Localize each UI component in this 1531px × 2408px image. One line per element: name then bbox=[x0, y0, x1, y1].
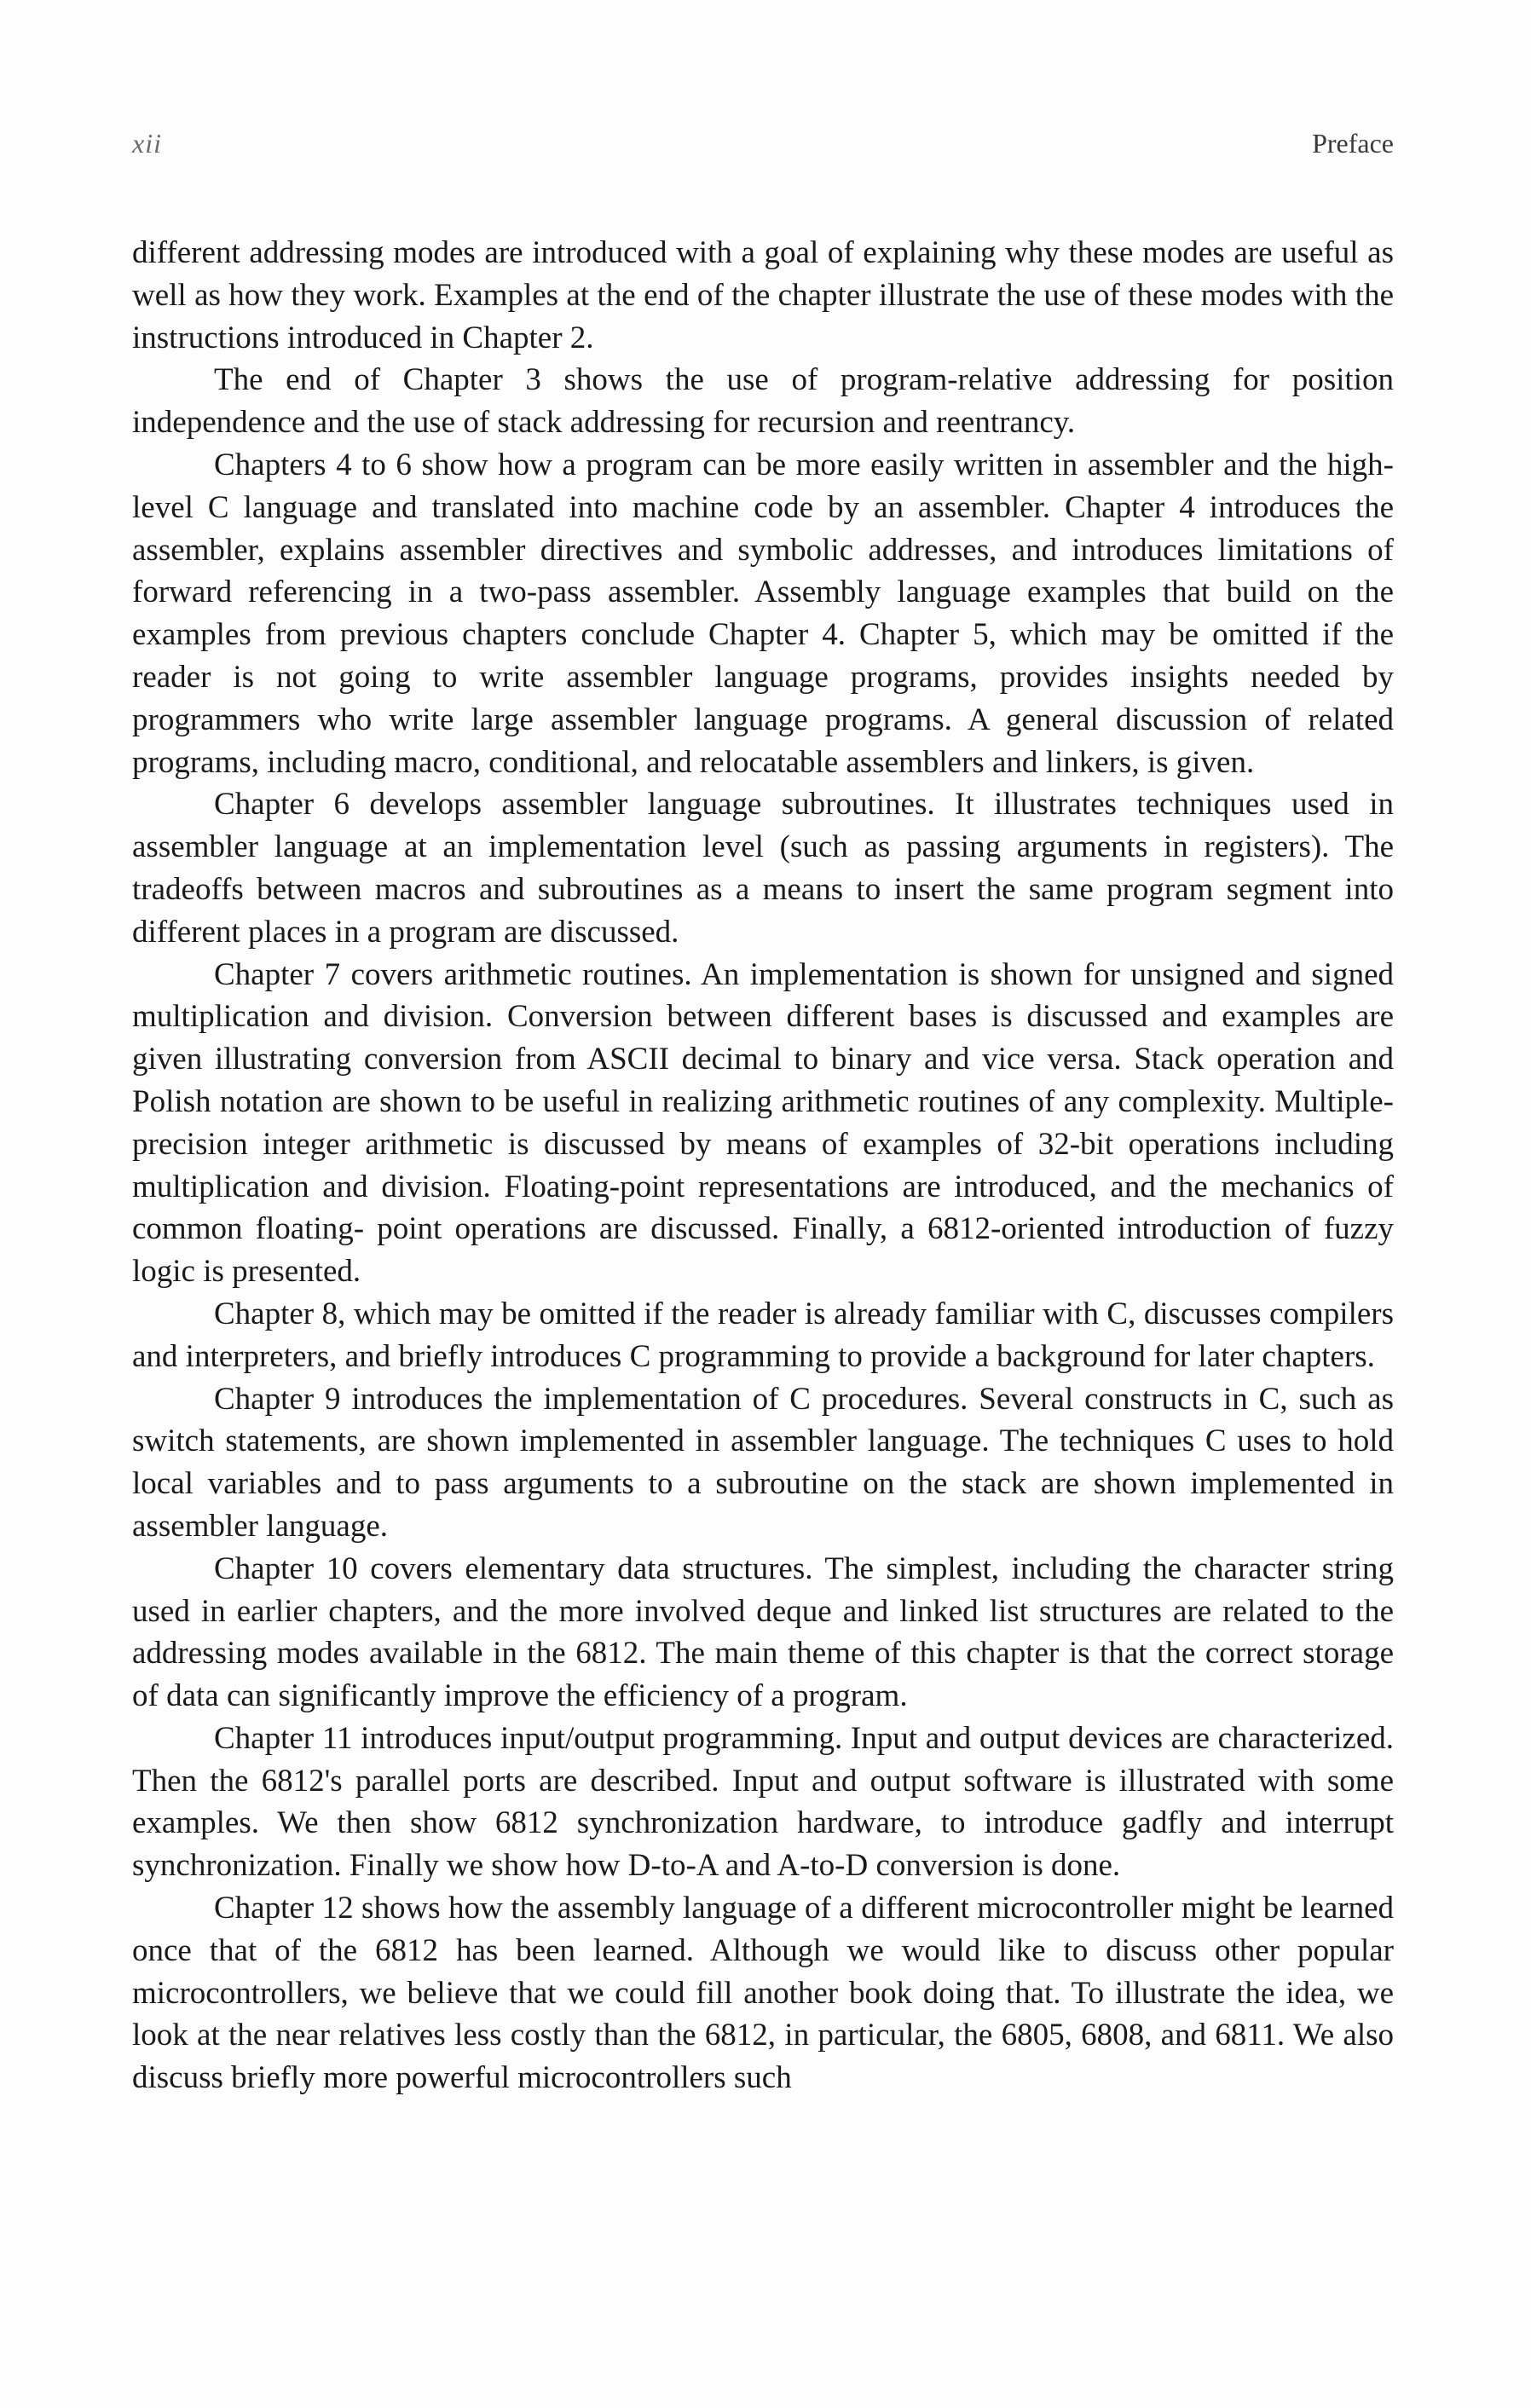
section-title: Preface bbox=[1312, 128, 1394, 159]
paragraph-chapter-12: Chapter 12 shows how the assembly language of a different microcontroller might be learned once that of the 6812 has been learned. Although we would like to discuss other popular microcontrollers, we believe that we could fill another book doing that. To illustrate the idea, we look at the near relatives less costly than the 6812, in particular, the 6805, 6808, and 6811. We also discuss briefly more powerful microcontrollers such bbox=[132, 1891, 1394, 2096]
page-number: xii bbox=[132, 128, 162, 159]
paragraph-chapter-10: Chapter 10 covers elementary data structures. The simplest, including the character string used in earlier chapters, and the more involved deque and linked list structures are related to the addressing modes available in the 6812. The main theme of this chapter is that the correct storage of data can significantly improve the efficiency of a program. bbox=[132, 1550, 1394, 1714]
paragraph-chapter-3: The end of Chapter 3 shows the use of program-relative addressing for position independence and the use of stack addressing for recursion and reentrancy. bbox=[132, 362, 1394, 441]
paragraph-chapter-8: Chapter 8, which may be omitted if the reader is already familiar with C, discusses compilers and interpreters, and briefly introduces C programming to provide a background for later chapters. bbox=[132, 1296, 1394, 1374]
paragraph-chapter-6: Chapter 6 develops assembler language subroutines. It illustrates techniques used in assembler language at an implementation level (such as passing arguments in registers). The tradeoffs between macros and subroutines as a means to insert the same program segment into different places in a program are discussed. bbox=[132, 787, 1394, 950]
paragraph-addressing-modes: different addressing modes are introduced with a goal of explaining why these modes are useful as well as how they work. Examples at the end of the chapter illustrate the use of these modes with the instructions introduced in Chapter 2. bbox=[132, 235, 1394, 355]
paragraph-chapter-11: Chapter 11 introduces input/output programming. Input and output devices are characterized. Then the 6812's parallel ports are described. Input and output software is illustrated with some examples. We then show 6812 synchronization hardware, to introduce gadfly and interrupt synchronization. Finally we show how D-to-A and A-to-D conversion is done. bbox=[132, 1720, 1394, 1884]
body-text bbox=[132, 232, 1394, 2099]
paragraph-chapters-4-6: Chapters 4 to 6 show how a program can be more easily written in assembler and the high-level C language and translated into machine code by an assembler. Chapter 4 introduces the assembler, explains assembler directives and symbolic addresses, and introduces limitations of forward referencing in a two-pass assembler. Assembly language examples that build on the examples from previous chapters conclude Chapter 4. Chapter 5, which may be omitted if the reader is not going to write assembler language programs, provides insights needed by programmers who write large assembler language programs. A general discussion of related programs, including macro, conditional, and relocatable assemblers and linkers, is given. bbox=[132, 447, 1394, 780]
paragraph-chapter-7: Chapter 7 covers arithmetic routines. An implementation is shown for unsigned and signed multiplication and division. Conversion between different bases is discussed and examples are given illustrating conversion from ASCII decimal to binary and vice versa. Stack operation and Polish notation are shown to be useful in realizing arithmetic routines of any complexity. Multiple-precision integer arithmetic is discussed by means of examples of 32-bit operations including multiplication and division. Floating-point representations are introduced, and the mechanics of common floating- point operations are discussed. Finally, a 6812-oriented introduction of fuzzy logic is presented. bbox=[132, 956, 1394, 1290]
running-head bbox=[132, 128, 1394, 162]
paragraph-chapter-9: Chapter 9 introduces the implementation of C procedures. Several constructs in C, such as switch statements, are shown implemented in assembler language. The techniques C uses to hold local variables and to pass arguments to a subroutine on the stack are shown implemented in assembler language. bbox=[132, 1381, 1394, 1544]
